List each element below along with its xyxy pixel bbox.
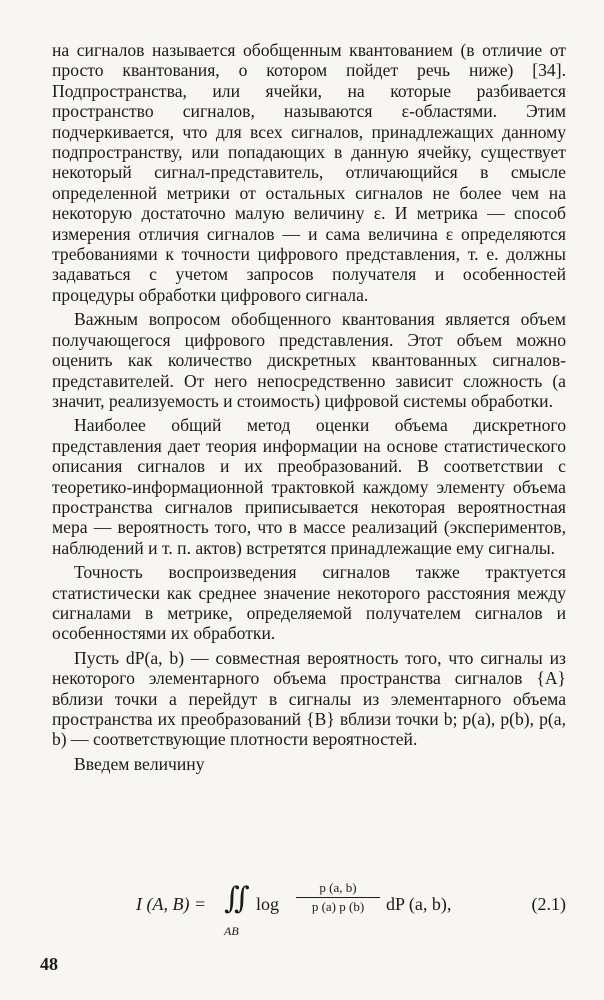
integral-subscript: AB xyxy=(224,924,239,938)
formula-lhs: I (A, B) = xyxy=(136,894,207,914)
paragraph-generalized-quantization: на сигналов называется обобщенным квантованием (в отличие от просто квантования, о котором пойдет речь ниже) [34]. Подпространства, или ячейки, на которые разбивается пространство сигналов, называются ε-областями. Этим подчеркивается, что для всех сигналов, принадлежащих данному подпространству, или попадающих в данную ячейку, существует некоторый сигнал-представитель, отличающийся в смысле определенной метрики от остальных сигналов не более чем на некоторую достаточно малую величину ε. И метрика — способ измерения отличия сигналов — и сама величина ε определяются требованиями к точности цифрового представления, т. е. должны задаваться с учетом запросов получателя и особенностей процедуры обработки цифрового сигнала. xyxy=(52,40,566,305)
paragraph-joint-probability: Пусть dP(a, b) — совместная вероятность того, что сигналы из некоторого элементарного объема пространства сигналов {A} вблизи точки a перейдут в сигналы из элементарного объема пространства их преобразований {B} вблизи точки b; p(a), p(b), p(a, b) — соответствующие плотности вероятностей. xyxy=(52,647,566,750)
fraction-denominator: p (a) p (b) xyxy=(311,899,365,914)
page-number: 48 xyxy=(40,954,58,974)
fraction-numerator: p (a, b) xyxy=(296,880,380,898)
paragraph-digital-volume: Важным вопросом обобщенного квантования является объем получающегося цифрового представления. Этот объем можно оценить как количество дискретных квантованных сигналов-представителей. От него непосредственно зависит сложность (а значит, реализуемость и стоимость) цифровой системы обработки. xyxy=(52,309,566,411)
probability-ratio-fraction xyxy=(296,880,380,915)
paragraph-accuracy: Точность воспроизведения сигналов также трактуется статистически как среднее значение некоторого расстояния между сигналами в метрике, определяемой получателем сигналов и особенностями их обработки. xyxy=(52,562,566,644)
paragraph-information-theory: Наиболее общий метод оценки объема дискретного представления дает теория информации на основе статистического описания сигналов и их преобразований. В соответствии с теоретико-информационной трактовкой каждому элементу объема пространства сигналов приписывается некоторая вероятностная мера — вероятность того, что в массе реализаций (экспериментов, наблюдений и т. п. актов) встретятся принадлежащие ему сигналы. xyxy=(52,415,566,558)
paragraph-introduce-quantity: Введем величину xyxy=(74,753,205,774)
formula-rhs: dP (a, b), xyxy=(386,894,452,914)
equation-number: (2.1) xyxy=(531,894,566,914)
equation-2-1 xyxy=(52,876,566,942)
double-integral-symbol: ∬ xyxy=(224,882,250,915)
page-body xyxy=(52,40,566,774)
log-operator: log xyxy=(256,894,280,914)
